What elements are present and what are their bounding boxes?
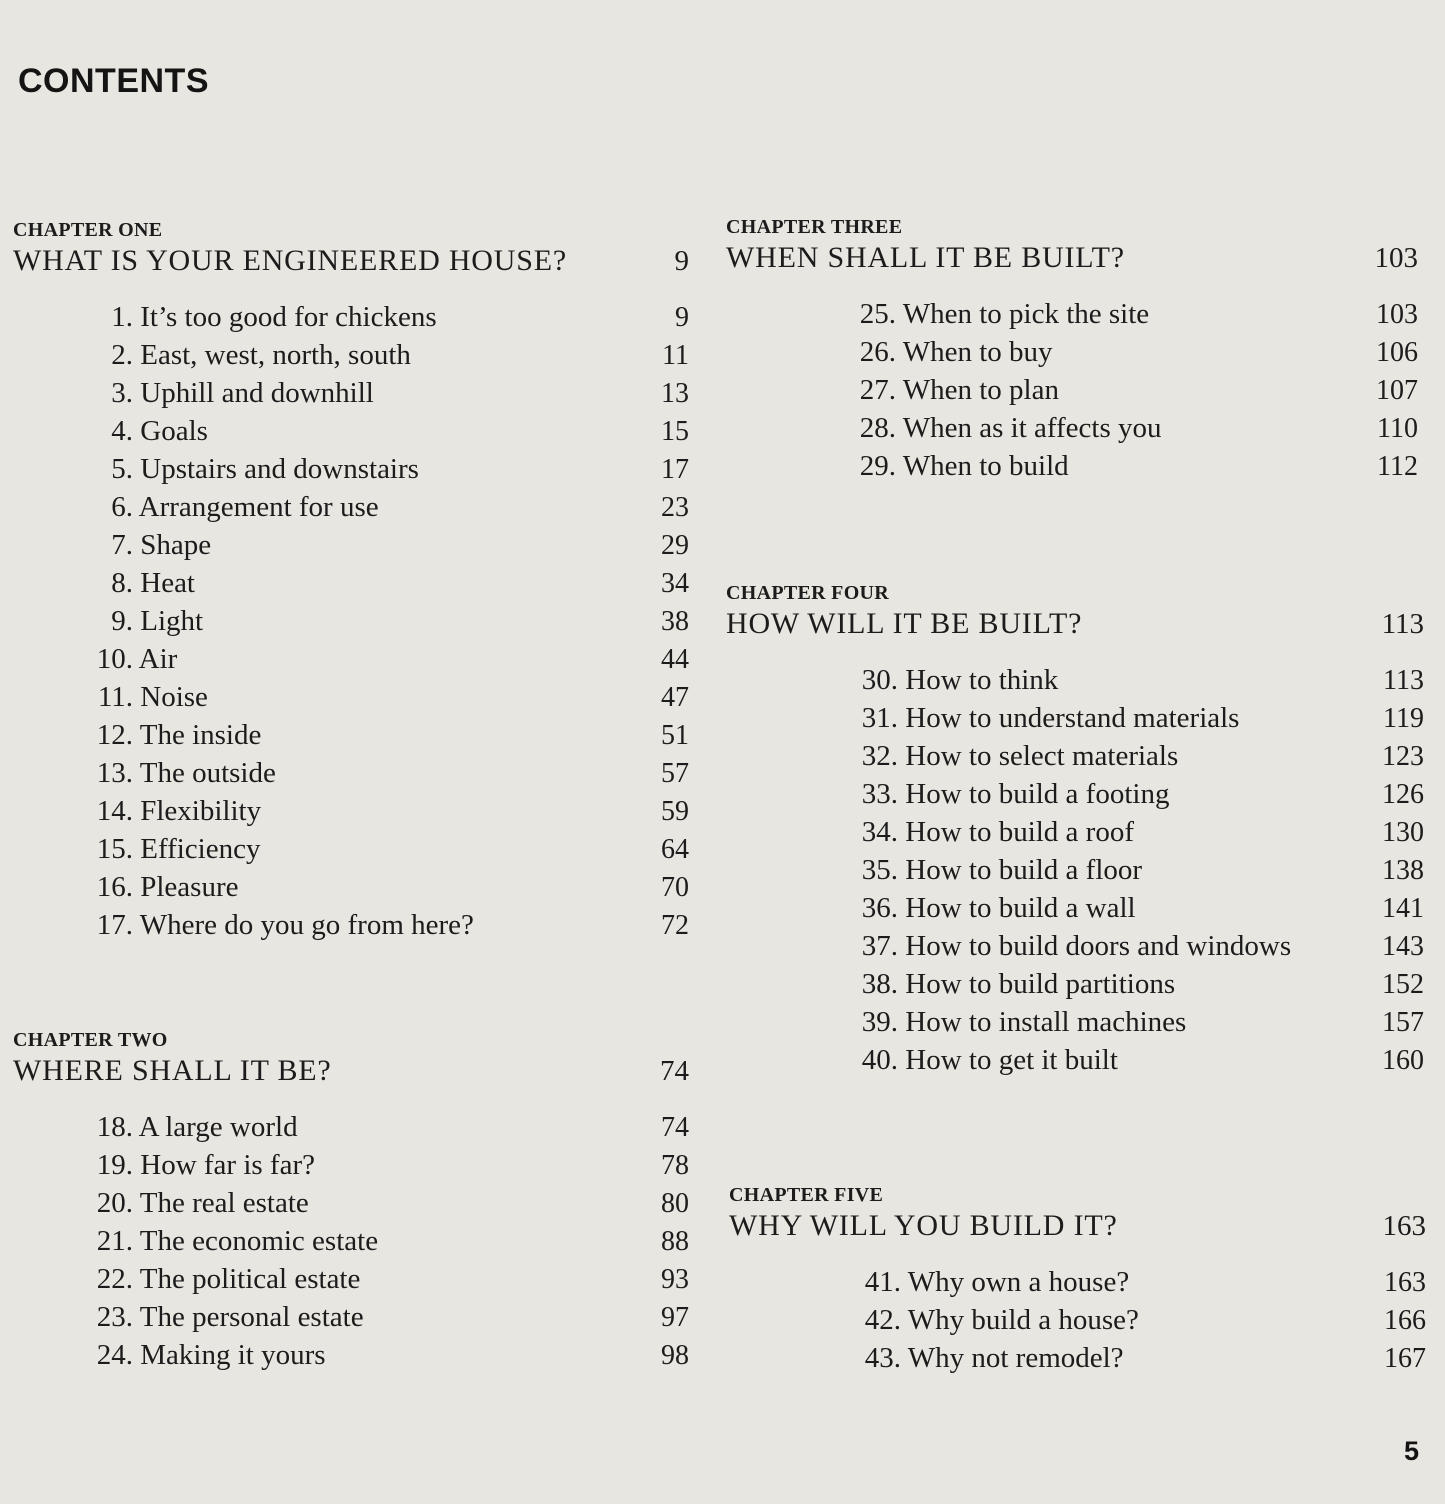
toc-entry[interactable] [786, 737, 1424, 775]
toc-entry[interactable] [13, 640, 689, 678]
entry-number: 14. [96, 795, 133, 827]
entry-number: 24. [96, 1339, 133, 1371]
entry-page-number: 11 [662, 340, 689, 371]
toc-entry[interactable] [786, 371, 1418, 409]
entry-text [13, 754, 276, 792]
entry-page-number: 107 [1376, 375, 1418, 406]
entry-text [786, 699, 1239, 737]
entry-text [786, 889, 1136, 927]
toc-entry[interactable] [789, 1263, 1426, 1301]
chapter-title: WHEN SHALL IT BE BUILT? [726, 241, 1125, 274]
toc-entry[interactable] [786, 295, 1418, 333]
chapter-title: WHAT IS YOUR ENGINEERED HOUSE? [13, 244, 567, 277]
toc-entry[interactable] [786, 409, 1418, 447]
entry-text [13, 602, 203, 640]
entry-title: The personal estate [139, 1301, 364, 1333]
entry-title: The inside [139, 719, 262, 751]
entry-page-number: 163 [1384, 1267, 1426, 1298]
chapter-title: WHERE SHALL IT BE? [13, 1054, 332, 1087]
toc-entry[interactable] [13, 716, 689, 754]
entry-text [789, 1263, 1129, 1301]
entry-title: Air [138, 643, 178, 675]
entry-text [13, 564, 195, 602]
entry-text [786, 409, 1162, 447]
entry-text [13, 792, 261, 830]
toc-entry[interactable] [786, 699, 1424, 737]
entry-page-number: 38 [661, 606, 689, 637]
toc-entry[interactable] [13, 1336, 689, 1374]
entry-text [13, 336, 411, 374]
entry-text [13, 488, 379, 526]
entry-title: Flexibility [140, 795, 262, 827]
entry-page-number: 70 [661, 872, 689, 903]
toc-entry[interactable] [13, 564, 689, 602]
entry-text [786, 1003, 1186, 1041]
entry-title: How to build a roof [905, 816, 1134, 848]
entry-title: How to select materials [905, 740, 1179, 772]
entry-number: 4. [111, 415, 133, 447]
entry-page-number: 119 [1383, 703, 1424, 734]
toc-entry[interactable] [13, 792, 689, 830]
entry-title: Goals [140, 415, 208, 447]
entry-title: How to install machines [905, 1006, 1187, 1038]
entry-page-number: 160 [1382, 1045, 1424, 1076]
entry-text [13, 716, 261, 754]
chapter-heading[interactable] [726, 239, 1418, 277]
entry-title: Noise [140, 681, 208, 713]
entry-number: 10. [96, 643, 133, 675]
toc-entry[interactable] [13, 450, 689, 488]
entry-page-number: 57 [661, 758, 689, 789]
entry-page-number: 59 [661, 796, 689, 827]
chapter-label: CHAPTER FIVE [729, 1184, 884, 1206]
entry-page-number: 143 [1382, 931, 1424, 962]
chapter-heading[interactable] [729, 1207, 1426, 1245]
entry-title: Upstairs and downstairs [140, 453, 419, 485]
toc-entry[interactable] [13, 868, 689, 906]
entry-number: 17. [96, 909, 133, 941]
entry-number: 40. [861, 1044, 898, 1076]
entry-number: 42. [864, 1304, 901, 1336]
entry-page-number: 106 [1376, 337, 1418, 368]
toc-entry[interactable] [13, 488, 689, 526]
entry-number: 1. [111, 301, 133, 333]
entry-number: 5. [111, 453, 133, 485]
entry-title: The real estate [139, 1187, 309, 1219]
entry-text [13, 412, 208, 450]
entry-number: 32. [861, 740, 898, 772]
entry-text [13, 830, 260, 868]
entry-number: 41. [864, 1266, 901, 1298]
entry-page-number: 17 [661, 454, 689, 485]
entry-number: 37. [861, 930, 898, 962]
entry-title: It’s too good for chickens [140, 301, 437, 333]
chapter-title: HOW WILL IT BE BUILT? [726, 607, 1083, 640]
entry-title: Efficiency [140, 833, 261, 865]
entry-number: 21. [96, 1225, 133, 1257]
entry-number: 30. [861, 664, 898, 696]
toc-entry[interactable] [789, 1339, 1426, 1377]
entry-title: Why own a house? [907, 1266, 1130, 1298]
entry-page-number: 47 [661, 682, 689, 713]
chapter-label: CHAPTER THREE [726, 216, 903, 238]
entry-number: 22. [96, 1263, 133, 1295]
entry-title: How to build a floor [905, 854, 1143, 886]
entry-text [13, 1222, 378, 1260]
toc-entry[interactable] [786, 927, 1424, 965]
entry-number: 2. [111, 339, 133, 371]
toc-entry[interactable] [13, 412, 689, 450]
section-list [13, 298, 689, 944]
entry-page-number: 34 [661, 568, 689, 599]
entry-number: 18. [96, 1111, 133, 1143]
chapter-four [726, 581, 1424, 1079]
entry-page-number: 51 [661, 720, 689, 751]
entry-number: 25. [859, 298, 896, 330]
entry-text [13, 298, 437, 336]
section-list [13, 1108, 689, 1374]
entry-page-number: 103 [1376, 299, 1418, 330]
entry-number: 20. [96, 1187, 133, 1219]
chapter-page-number: 9 [674, 245, 689, 277]
entry-page-number: 167 [1384, 1343, 1426, 1374]
entry-title: Pleasure [140, 871, 239, 903]
entry-title: The economic estate [139, 1225, 379, 1257]
entry-text [13, 868, 239, 906]
entry-text [13, 1336, 326, 1374]
chapter-title: WHY WILL YOU BUILD IT? [729, 1209, 1118, 1242]
toc-entry[interactable] [786, 1041, 1424, 1079]
entry-number: 9. [111, 605, 133, 637]
toc-entry[interactable] [13, 1298, 689, 1336]
entry-title: When to plan [902, 374, 1059, 406]
entry-page-number: 98 [661, 1340, 689, 1371]
entry-title: A large world [138, 1111, 298, 1143]
toc-entry[interactable] [13, 526, 689, 564]
entry-text [13, 906, 474, 944]
entry-text [13, 1184, 309, 1222]
entry-page-number: 152 [1382, 969, 1424, 1000]
chapter-label: CHAPTER TWO [13, 1029, 168, 1051]
toc-entry[interactable] [786, 851, 1424, 889]
toc-entry[interactable] [786, 965, 1424, 1003]
chapter-three [726, 215, 1418, 485]
entry-text [13, 1260, 360, 1298]
toc-entry[interactable] [13, 678, 689, 716]
toc-entry[interactable] [786, 333, 1418, 371]
entry-number: 3. [111, 377, 133, 409]
entry-number: 16. [96, 871, 133, 903]
toc-entry[interactable] [786, 889, 1424, 927]
toc-entry[interactable] [786, 1003, 1424, 1041]
entry-page-number: 15 [661, 416, 689, 447]
entry-number: 39. [861, 1006, 898, 1038]
entry-page-number: 113 [1383, 665, 1424, 696]
entry-number: 12. [96, 719, 133, 751]
entry-text [13, 450, 419, 488]
entry-number: 7. [111, 529, 133, 561]
toc-entry[interactable] [13, 830, 689, 868]
entry-text [13, 640, 177, 678]
entry-title: When to build [902, 450, 1069, 482]
entry-page-number: 157 [1382, 1007, 1424, 1038]
entry-title: When to buy [902, 336, 1053, 368]
entry-title: Shape [140, 529, 212, 561]
toc-entry[interactable] [13, 1108, 689, 1146]
chapter-heading[interactable] [13, 242, 689, 280]
entry-text [789, 1339, 1124, 1377]
toc-entry[interactable] [13, 906, 689, 944]
entry-title: The outside [139, 757, 276, 789]
entry-page-number: 138 [1382, 855, 1424, 886]
entry-text [786, 371, 1059, 409]
entry-number: 36. [861, 892, 898, 924]
chapter-five [729, 1183, 1426, 1377]
entry-page-number: 112 [1377, 451, 1418, 482]
entry-page-number: 97 [661, 1302, 689, 1333]
entry-title: The political estate [139, 1263, 361, 1295]
entry-page-number: 126 [1382, 779, 1424, 810]
entry-page-number: 64 [661, 834, 689, 865]
page-title: CONTENTS [18, 62, 209, 100]
section-list [726, 295, 1418, 485]
entry-text [13, 1146, 315, 1184]
entry-number: 8. [111, 567, 133, 599]
chapter-page-number: 74 [660, 1055, 689, 1087]
entry-title: When as it affects you [902, 412, 1162, 444]
entry-page-number: 29 [661, 530, 689, 561]
entry-number: 15. [96, 833, 133, 865]
entry-number: 27. [859, 374, 896, 406]
chapter-page-number: 113 [1381, 608, 1424, 640]
entry-title: Where do you go from here? [139, 909, 474, 941]
entry-page-number: 80 [661, 1188, 689, 1219]
entry-number: 35. [861, 854, 898, 886]
entry-number: 13. [96, 757, 133, 789]
entry-number: 28. [859, 412, 896, 444]
entry-text [13, 1108, 298, 1146]
entry-title: How to get it built [905, 1044, 1118, 1076]
entry-title: Why build a house? [907, 1304, 1139, 1336]
entry-number: 26. [859, 336, 896, 368]
entry-page-number: 72 [661, 910, 689, 941]
entry-number: 38. [861, 968, 898, 1000]
entry-text [13, 374, 374, 412]
chapter-heading[interactable] [726, 605, 1424, 643]
chapter-page-number: 103 [1374, 242, 1418, 274]
entry-title: How to understand materials [905, 702, 1240, 734]
toc-entry[interactable] [786, 661, 1424, 699]
toc-entry[interactable] [789, 1301, 1426, 1339]
page-number: 5 [1403, 1436, 1419, 1466]
entry-page-number: 44 [661, 644, 689, 675]
entry-text [786, 851, 1142, 889]
entry-text [786, 965, 1175, 1003]
entry-page-number: 23 [661, 492, 689, 523]
entry-title: Why not remodel? [907, 1342, 1124, 1374]
chapter-heading[interactable] [13, 1052, 689, 1090]
entry-text [786, 737, 1178, 775]
toc-entry[interactable] [13, 602, 689, 640]
entry-page-number: 141 [1382, 893, 1424, 924]
entry-text [786, 295, 1149, 333]
chapter-page-number: 163 [1382, 1210, 1426, 1242]
entry-title: Arrangement for use [138, 491, 379, 523]
entry-title: How to build partitions [905, 968, 1176, 1000]
entry-number: 11. [97, 681, 133, 713]
entry-text [786, 927, 1291, 965]
toc-entry[interactable] [13, 1184, 689, 1222]
entry-text [789, 1301, 1139, 1339]
entry-text [786, 775, 1169, 813]
entry-text [13, 526, 211, 564]
entry-number: 34. [861, 816, 898, 848]
entry-page-number: 130 [1382, 817, 1424, 848]
toc-entry[interactable] [13, 374, 689, 412]
entry-page-number: 9 [675, 302, 689, 333]
entry-page-number: 88 [661, 1226, 689, 1257]
entry-text [13, 1298, 364, 1336]
entry-page-number: 78 [661, 1150, 689, 1181]
entry-page-number: 93 [661, 1264, 689, 1295]
entry-page-number: 123 [1382, 741, 1424, 772]
chapter-two [13, 1028, 689, 1374]
entry-number: 31. [861, 702, 898, 734]
entry-page-number: 166 [1384, 1305, 1426, 1336]
chapter-label: CHAPTER ONE [13, 219, 163, 241]
entry-text [786, 661, 1058, 699]
entry-number: 23. [96, 1301, 133, 1333]
entry-number: 33. [861, 778, 898, 810]
toc-entry[interactable] [13, 1260, 689, 1298]
toc-entry[interactable] [13, 336, 689, 374]
chapter-label: CHAPTER FOUR [726, 582, 890, 604]
entry-text [786, 813, 1134, 851]
chapter-one [13, 218, 689, 944]
entry-number: 6. [111, 491, 133, 523]
toc-entry[interactable] [13, 754, 689, 792]
entry-title: East, west, north, south [140, 339, 411, 371]
entry-text [786, 333, 1053, 371]
entry-title: Making it yours [140, 1339, 326, 1371]
entry-title: When to pick the site [902, 298, 1150, 330]
entry-title: How far is far? [140, 1149, 315, 1181]
entry-number: 19. [96, 1149, 133, 1181]
entry-title: How to build doors and windows [905, 930, 1292, 962]
entry-title: How to build a footing [905, 778, 1170, 810]
entry-page-number: 110 [1377, 413, 1418, 444]
section-list [726, 661, 1424, 1079]
entry-title: How to build a wall [905, 892, 1136, 924]
toc-entry[interactable] [786, 447, 1418, 485]
entry-text [13, 678, 208, 716]
entry-title: Light [140, 605, 204, 637]
entry-page-number: 13 [661, 378, 689, 409]
entry-number: 29. [859, 450, 896, 482]
entry-title: Heat [140, 567, 195, 599]
entry-title: Uphill and downhill [140, 377, 374, 409]
entry-page-number: 74 [661, 1112, 689, 1143]
entry-text [786, 447, 1069, 485]
entry-text [786, 1041, 1118, 1079]
toc-entry[interactable] [786, 813, 1424, 851]
entry-title: How to think [905, 664, 1059, 696]
toc-entry[interactable] [13, 298, 689, 336]
toc-entry[interactable] [13, 1146, 689, 1184]
section-list [729, 1263, 1426, 1377]
entry-number: 43. [864, 1342, 901, 1374]
toc-entry[interactable] [13, 1222, 689, 1260]
toc-entry[interactable] [786, 775, 1424, 813]
